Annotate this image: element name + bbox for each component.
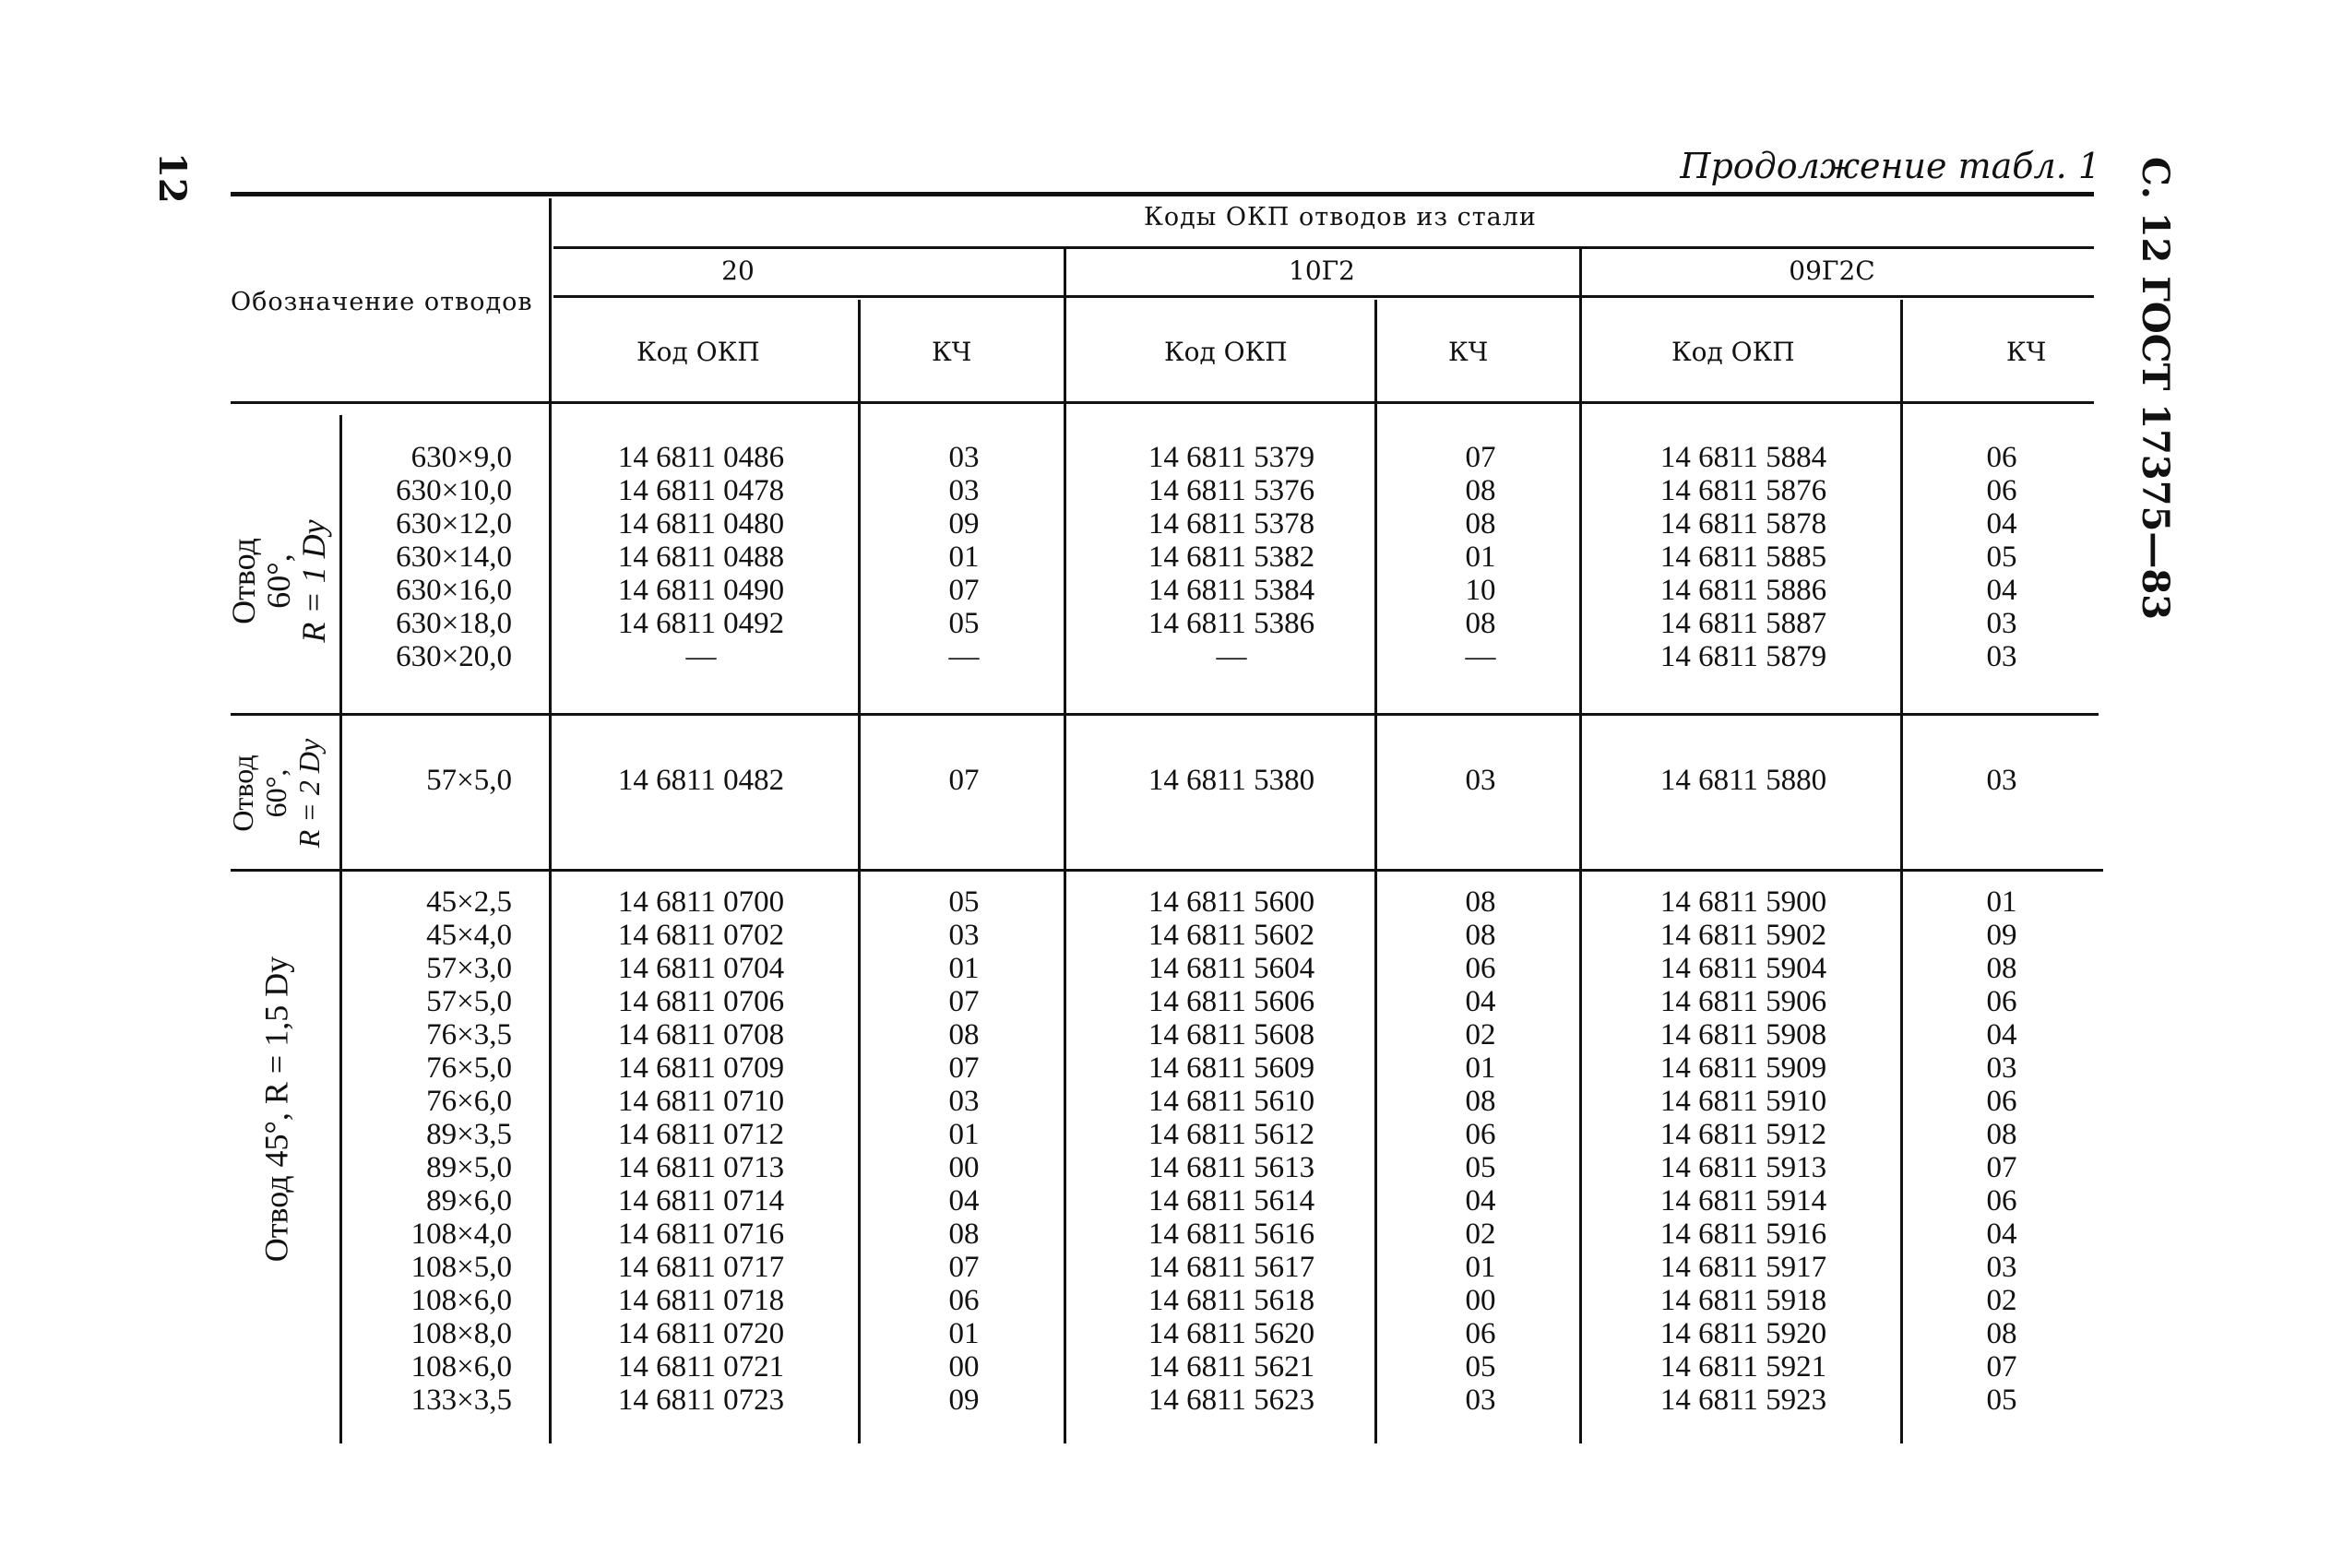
code-10g2-cell: 14 6811 5610 — [1148, 1085, 1315, 1118]
kch-20-cell: 03 — [948, 441, 980, 474]
steel10g2-09g2s-rule — [1579, 249, 1582, 1443]
group3-label-text: Отвод 45°, R = 1,5 Dу — [257, 956, 295, 1263]
kch-20-cell: 00 — [948, 1151, 980, 1184]
code-20-cell: 14 6811 0706 — [617, 985, 785, 1018]
size-cell: 108×8,0 — [410, 1317, 512, 1350]
kch-10g2-cell: — — [1465, 640, 1496, 673]
code-09g2s-cell: 14 6811 5902 — [1659, 919, 1827, 952]
code-09g2s-cell: 14 6811 5917 — [1659, 1251, 1827, 1284]
code-09g2s-cell: 14 6811 5904 — [1659, 952, 1827, 985]
kch-09g2s-cell: 08 — [1986, 1118, 2017, 1151]
kch-20-cell: 03 — [948, 474, 980, 507]
kch-10g2-cell: 06 — [1465, 952, 1496, 985]
kch-09g2s-cell: 03 — [1986, 764, 2017, 797]
code-10g2-cell: 14 6811 5614 — [1148, 1184, 1315, 1218]
group1-label-line2: 60°, — [260, 553, 297, 609]
kch-09g2s-cell: 06 — [1986, 1085, 2017, 1118]
code-09g2s-cell: 14 6811 5913 — [1659, 1151, 1827, 1184]
kch-10g2-cell: 00 — [1465, 1284, 1496, 1317]
code-header-09g2s: Код ОКП — [1671, 337, 1795, 367]
kch-20-cell: 06 — [948, 1284, 980, 1317]
group1-label — [226, 429, 337, 733]
code-10g2-cell: 14 6811 5602 — [1148, 919, 1315, 952]
size-cell: 57×5,0 — [426, 764, 512, 797]
size-cell: 76×5,0 — [426, 1051, 512, 1085]
designation-header: Обозначение отводов — [231, 288, 533, 316]
code-09g2s-cell: 14 6811 5884 — [1659, 441, 1827, 474]
code-10g2-cell: 14 6811 5621 — [1148, 1350, 1315, 1384]
kch-09g2s-cell: 09 — [1986, 919, 2017, 952]
kch-09g2s-cell: 03 — [1986, 607, 2017, 640]
kch-header-10g2: КЧ — [1448, 337, 1489, 367]
code-20-cell: 14 6811 0492 — [617, 607, 785, 640]
code-09g2s-cell: 14 6811 5879 — [1659, 640, 1827, 673]
kch-09g2s-cell: 04 — [1986, 1018, 2017, 1051]
kch-09g2s-cell: 03 — [1986, 1251, 2017, 1284]
code-10g2-cell: 14 6811 5608 — [1148, 1018, 1315, 1051]
kch-10g2-cell: 08 — [1465, 919, 1496, 952]
code-20-cell: 14 6811 0482 — [617, 764, 785, 797]
code-09g2s-cell: 14 6811 5916 — [1659, 1218, 1827, 1251]
designation-column-rule — [549, 198, 552, 1443]
code-09g2s-cell: 14 6811 5912 — [1659, 1118, 1827, 1151]
kch-10g2-cell: 08 — [1465, 474, 1496, 507]
code-09g2s-cell: 14 6811 5876 — [1659, 474, 1827, 507]
steel09g2s-kch-rule — [1900, 300, 1903, 1443]
kch-09g2s-cell: 04 — [1986, 574, 2017, 607]
code-09g2s-cell: 14 6811 5880 — [1659, 764, 1827, 797]
kch-10g2-cell: 10 — [1465, 574, 1496, 607]
steel20-kch-rule — [858, 300, 861, 1443]
kch-09g2s-cell: 06 — [1986, 474, 2017, 507]
steel10g2-kch-rule — [1374, 300, 1377, 1443]
header-bottom-rule — [231, 401, 2094, 404]
group2-label-line1: Отвод — [226, 754, 259, 832]
kch-10g2-cell: 07 — [1465, 441, 1496, 474]
kch-20-cell: 01 — [948, 540, 980, 574]
code-09g2s-cell: 14 6811 5914 — [1659, 1184, 1827, 1218]
kch-10g2-cell: 02 — [1465, 1218, 1496, 1251]
code-10g2-cell: 14 6811 5618 — [1148, 1284, 1315, 1317]
kch-10g2-cell: 06 — [1465, 1118, 1496, 1151]
size-cell: 76×3,5 — [426, 1018, 512, 1051]
kch-09g2s-cell: 05 — [1986, 1384, 2017, 1417]
code-20-cell: 14 6811 0480 — [617, 507, 785, 540]
kch-20-cell: 01 — [948, 1118, 980, 1151]
size-cell: 89×3,5 — [426, 1118, 512, 1151]
code-10g2-cell: 14 6811 5623 — [1148, 1384, 1315, 1417]
kch-10g2-cell: 05 — [1465, 1350, 1496, 1384]
code-20-cell: 14 6811 0702 — [617, 919, 785, 952]
kch-09g2s-cell: 01 — [1986, 885, 2017, 919]
code-20-cell: 14 6811 0714 — [617, 1184, 785, 1218]
kch-20-cell: 09 — [948, 507, 980, 540]
code-20-cell: 14 6811 0486 — [617, 441, 785, 474]
size-cell: 45×4,0 — [426, 919, 512, 952]
label-column-rule — [339, 415, 342, 1443]
code-20-cell: 14 6811 0720 — [617, 1317, 785, 1350]
kch-20-cell: 07 — [948, 985, 980, 1018]
kch-10g2-cell: 03 — [1465, 1384, 1496, 1417]
table-top-rule — [231, 192, 2094, 196]
steel-header-rule — [553, 246, 2094, 249]
code-20-cell: 14 6811 0718 — [617, 1284, 785, 1317]
kch-09g2s-cell: 06 — [1986, 985, 2017, 1018]
code-09g2s-cell: 14 6811 5923 — [1659, 1384, 1827, 1417]
kch-10g2-cell: 01 — [1465, 1251, 1496, 1284]
code-10g2-cell: 14 6811 5384 — [1148, 574, 1315, 607]
code-10g2-cell: 14 6811 5620 — [1148, 1317, 1315, 1350]
group2-label-line3: R = 2 Dу — [292, 738, 326, 849]
code-20-cell: 14 6811 0716 — [617, 1218, 785, 1251]
code-10g2-cell: 14 6811 5616 — [1148, 1218, 1315, 1251]
size-cell: 630×12,0 — [396, 507, 512, 540]
kch-10g2-cell: 08 — [1465, 1085, 1496, 1118]
group1-label-line3: R = 1 Dу — [295, 519, 332, 643]
kch-10g2-cell: 05 — [1465, 1151, 1496, 1184]
code-10g2-cell: 14 6811 5604 — [1148, 952, 1315, 985]
code-header-20: Код ОКП — [636, 337, 760, 367]
size-cell: 630×16,0 — [396, 574, 512, 607]
kch-10g2-cell: 02 — [1465, 1018, 1496, 1051]
kch-10g2-cell: 03 — [1465, 764, 1496, 797]
group3-label — [256, 833, 298, 1386]
kch-20-cell: 08 — [948, 1018, 980, 1051]
size-cell: 45×2,5 — [426, 885, 512, 919]
code-10g2-cell: 14 6811 5613 — [1148, 1151, 1315, 1184]
kch-10g2-cell: 01 — [1465, 1051, 1496, 1085]
steel-20-header: 20 — [721, 255, 755, 286]
continuation-title: Продолжение табл. 1 — [1680, 146, 2100, 186]
code-20-cell: 14 6811 0478 — [617, 474, 785, 507]
steel-09g2s-header: 09Г2С — [1789, 255, 1875, 286]
kch-20-cell: 05 — [948, 607, 980, 640]
size-cell: 630×9,0 — [410, 441, 512, 474]
code-09g2s-cell: 14 6811 5886 — [1659, 574, 1827, 607]
group1-bottom-rule — [231, 713, 2099, 716]
size-cell: 89×5,0 — [426, 1151, 512, 1184]
code-10g2-cell: 14 6811 5617 — [1148, 1251, 1315, 1284]
code-10g2-cell: — — [1216, 640, 1247, 673]
document-side-title: С. 12 ГОСТ 17375—83 — [2134, 157, 2177, 621]
size-cell: 108×5,0 — [410, 1251, 512, 1284]
size-cell: 630×20,0 — [396, 640, 512, 673]
kch-10g2-cell: 08 — [1465, 607, 1496, 640]
code-10g2-cell: 14 6811 5386 — [1148, 607, 1315, 640]
size-cell: 76×6,0 — [426, 1085, 512, 1118]
code-09g2s-cell: 14 6811 5920 — [1659, 1317, 1827, 1350]
steel-10g2-header: 10Г2 — [1289, 255, 1355, 286]
size-cell: 133×3,5 — [410, 1384, 512, 1417]
group2-bottom-rule — [231, 869, 2103, 872]
kch-09g2s-cell: 06 — [1986, 1184, 2017, 1218]
code-09g2s-cell: 14 6811 5918 — [1659, 1284, 1827, 1317]
code-20-cell: 14 6811 0704 — [617, 952, 785, 985]
code-09g2s-cell: 14 6811 5909 — [1659, 1051, 1827, 1085]
kch-09g2s-cell: 05 — [1986, 540, 2017, 574]
code-09g2s-cell: 14 6811 5900 — [1659, 885, 1827, 919]
kch-09g2s-cell: 08 — [1986, 952, 2017, 985]
code-09g2s-cell: 14 6811 5908 — [1659, 1018, 1827, 1051]
code-09g2s-cell: 14 6811 5885 — [1659, 540, 1827, 574]
kch-20-cell: 00 — [948, 1350, 980, 1384]
kch-09g2s-cell: 03 — [1986, 1051, 2017, 1085]
kch-09g2s-cell: 03 — [1986, 640, 2017, 673]
kch-20-cell: — — [948, 640, 980, 673]
code-header-10g2: Код ОКП — [1164, 337, 1288, 367]
code-20-cell: 14 6811 0723 — [617, 1384, 785, 1417]
kch-header-20: КЧ — [932, 337, 972, 367]
code-20-cell: 14 6811 0721 — [617, 1350, 785, 1384]
kch-20-cell: 01 — [948, 1317, 980, 1350]
code-10g2-cell: 14 6811 5376 — [1148, 474, 1315, 507]
size-cell: 57×5,0 — [426, 985, 512, 1018]
code-20-cell: 14 6811 0713 — [617, 1151, 785, 1184]
kch-20-cell: 08 — [948, 1218, 980, 1251]
kch-20-cell: 04 — [948, 1184, 980, 1218]
group2-label-line2: 60°, — [259, 768, 292, 818]
size-cell: 630×18,0 — [396, 607, 512, 640]
size-cell: 108×4,0 — [410, 1218, 512, 1251]
kch-09g2s-cell: 02 — [1986, 1284, 2017, 1317]
code-20-cell: 14 6811 0710 — [617, 1085, 785, 1118]
code-20-cell: 14 6811 0712 — [617, 1118, 785, 1151]
size-cell: 57×3,0 — [426, 952, 512, 985]
kch-20-cell: 03 — [948, 1085, 980, 1118]
code-10g2-cell: 14 6811 5380 — [1148, 764, 1315, 797]
kch-20-cell: 07 — [948, 764, 980, 797]
code-10g2-cell: 14 6811 5379 — [1148, 441, 1315, 474]
group1-label-line1: Отвод — [225, 538, 262, 624]
code-10g2-cell: 14 6811 5609 — [1148, 1051, 1315, 1085]
kch-10g2-cell: 04 — [1465, 1184, 1496, 1218]
code-09g2s-cell: 14 6811 5887 — [1659, 607, 1827, 640]
page-number: 12 — [150, 152, 194, 204]
kch-20-cell: 09 — [948, 1384, 980, 1417]
kch-10g2-cell: 04 — [1465, 985, 1496, 1018]
kch-10g2-cell: 06 — [1465, 1317, 1496, 1350]
kch-09g2s-cell: 08 — [1986, 1317, 2017, 1350]
kch-09g2s-cell: 04 — [1986, 1218, 2017, 1251]
code-20-cell: 14 6811 0708 — [617, 1018, 785, 1051]
code-10g2-cell: 14 6811 5378 — [1148, 507, 1315, 540]
kch-09g2s-cell: 07 — [1986, 1350, 2017, 1384]
subheader-rule — [553, 295, 2094, 298]
kch-10g2-cell: 08 — [1465, 885, 1496, 919]
kch-10g2-cell: 01 — [1465, 540, 1496, 574]
kch-20-cell: 07 — [948, 1251, 980, 1284]
kch-20-cell: 03 — [948, 919, 980, 952]
codes-title: Коды ОКП отводов из стали — [1144, 203, 1537, 232]
code-20-cell: 14 6811 0488 — [617, 540, 785, 574]
kch-10g2-cell: 08 — [1465, 507, 1496, 540]
steel20-10g2-rule — [1064, 249, 1066, 1443]
code-10g2-cell: 14 6811 5600 — [1148, 885, 1315, 919]
kch-20-cell: 01 — [948, 952, 980, 985]
size-cell: 630×10,0 — [396, 474, 512, 507]
code-20-cell: 14 6811 0700 — [617, 885, 785, 919]
code-20-cell: — — [685, 640, 717, 673]
size-cell: 89×6,0 — [426, 1184, 512, 1218]
code-10g2-cell: 14 6811 5382 — [1148, 540, 1315, 574]
kch-20-cell: 07 — [948, 1051, 980, 1085]
kch-09g2s-cell: 06 — [1986, 441, 2017, 474]
size-cell: 108×6,0 — [410, 1284, 512, 1317]
code-09g2s-cell: 14 6811 5906 — [1659, 985, 1827, 1018]
code-20-cell: 14 6811 0717 — [617, 1251, 785, 1284]
kch-09g2s-cell: 07 — [1986, 1151, 2017, 1184]
kch-20-cell: 05 — [948, 885, 980, 919]
size-cell: 108×6,0 — [410, 1350, 512, 1384]
code-10g2-cell: 14 6811 5606 — [1148, 985, 1315, 1018]
size-cell: 630×14,0 — [396, 540, 512, 574]
code-20-cell: 14 6811 0490 — [617, 574, 785, 607]
kch-09g2s-cell: 04 — [1986, 507, 2017, 540]
code-10g2-cell: 14 6811 5612 — [1148, 1118, 1315, 1151]
code-09g2s-cell: 14 6811 5910 — [1659, 1085, 1827, 1118]
code-09g2s-cell: 14 6811 5878 — [1659, 507, 1827, 540]
code-20-cell: 14 6811 0709 — [617, 1051, 785, 1085]
kch-20-cell: 07 — [948, 574, 980, 607]
code-09g2s-cell: 14 6811 5921 — [1659, 1350, 1827, 1384]
kch-header-09g2s: КЧ — [2006, 337, 2047, 367]
